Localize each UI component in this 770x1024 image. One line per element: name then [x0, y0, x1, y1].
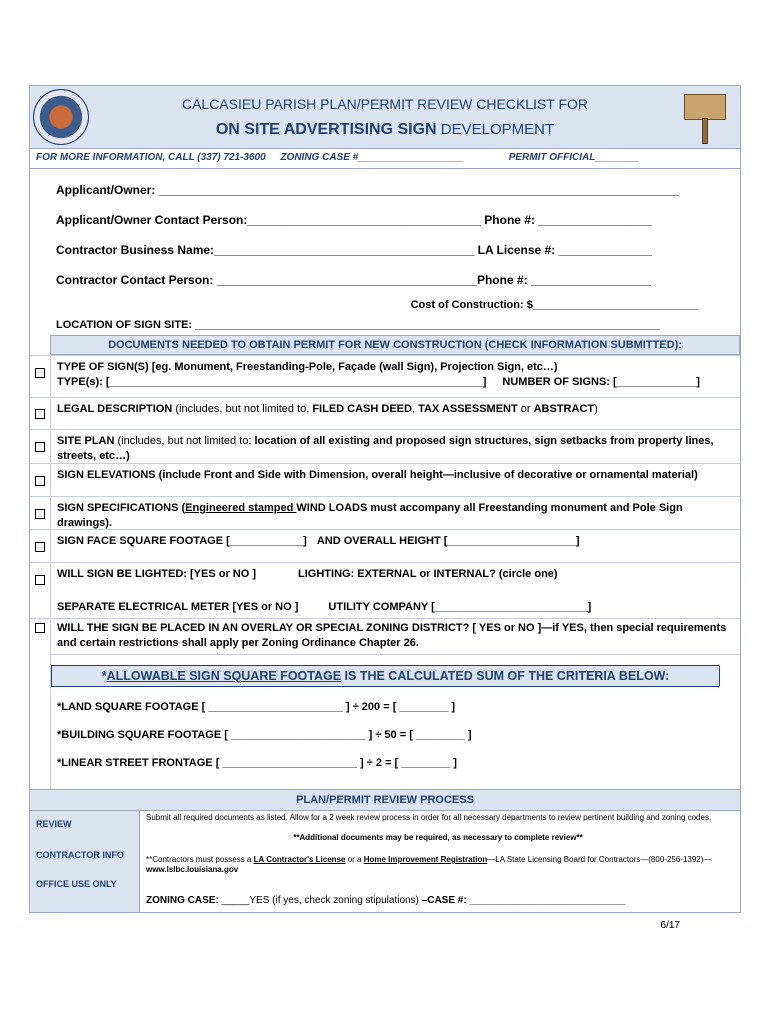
contractor-info-label: CONTRACTOR INFO	[36, 850, 124, 860]
checkbox[interactable]	[35, 623, 45, 633]
checkbox[interactable]	[35, 476, 45, 486]
review-label: REVIEW	[36, 819, 72, 829]
title-emphasis: ON SITE ADVERTISING SIGN	[215, 121, 437, 138]
allowable-calculations	[51, 687, 740, 785]
contractor-requirements	[146, 855, 730, 875]
additional-docs-note: **Additional documents may be required, as necessary to complete review**	[293, 833, 583, 842]
checkbox[interactable]	[35, 368, 45, 378]
overall-height-field[interactable]: AND OVERALL HEIGHT [_____________________]	[316, 535, 580, 547]
documents-header: DOCUMENTS NEEDED TO OBTAIN PERMIT FOR NEW CONSTRUCTION (CHECK INFORMATION SUBMITTED):	[50, 335, 740, 355]
sign-types-field[interactable]: TYPE(s): [_____________________________________________________________]	[57, 376, 487, 388]
utility-company-field[interactable]: UTILITY COMPANY [_________________________]	[328, 601, 592, 613]
allowable-header	[51, 665, 720, 687]
review-process-table	[29, 811, 741, 913]
license-link: LA Contractor's License	[253, 855, 346, 864]
spec-text: WIND LOADS must accompany all Freestanding monument and Pole Sign drawings).	[57, 502, 683, 529]
allowable-title-rest: IS THE CALCULATED SUM OF THE CRITERIA BELOW:	[341, 669, 670, 683]
checklist-row-type	[30, 355, 740, 397]
permit-official-field[interactable]: PERMIT OFFICIAL________	[508, 152, 640, 163]
title-line-1: CALCASIEU PARISH PLAN/PERMIT REVIEW CHECKLIST FOR	[181, 96, 589, 112]
checkbox[interactable]	[35, 542, 45, 552]
form-header	[29, 85, 741, 149]
sign-lighted-field[interactable]: WILL SIGN BE LIGHTED: [YES or NO ]	[57, 568, 257, 580]
owner-contact-field[interactable]: Applicant/Owner Contact Person:___________________________________ Phone #: _________________	[56, 213, 652, 227]
land-footage-field[interactable]: *LAND SQUARE FOOTAGE [ ______________________ ] ÷ 200 = [ ________ ]	[57, 701, 456, 713]
permit-checklist-form	[29, 85, 741, 913]
contractor-text: **Contractors must possess a	[146, 855, 254, 864]
lslbc-website-link[interactable]: www.lslbc.louisiana.gov	[146, 865, 239, 874]
allowable-section	[50, 654, 740, 789]
applicant-section	[30, 169, 740, 335]
construction-cost-field[interactable]: Cost of Construction: $___________________________	[410, 299, 698, 311]
legal-text: )	[594, 403, 598, 415]
zoning-yes-option: _____YES (if yes, check zoning stipulations)	[221, 895, 422, 906]
contractor-contact-field[interactable]: Contractor Contact Person: _______________________________________Phone #: __________________	[56, 273, 652, 287]
sign-elevations-text: SIGN ELEVATIONS (include Front and Side with Dimension, overall height—inclusive of decorative or ornamental material)	[50, 464, 740, 496]
checkbox[interactable]	[35, 509, 45, 519]
legal-text: or	[517, 403, 534, 415]
spec-engineered-text: Engineered stamped	[185, 502, 297, 514]
title-rest: DEVELOPMENT	[436, 121, 555, 138]
title-line-2	[30, 121, 740, 139]
contractor-text: —LA State Licensing Board for Contractors—(800-256-1392)—	[487, 855, 712, 864]
registration-link: Home Improvement Registration	[363, 855, 488, 864]
spec-text: SIGN SPECIFICATIONS (	[57, 502, 186, 514]
overlay-district-text: WILL THE SIGN BE PLACED IN AN OVERLAY OR SPECIAL ZONING DISTRICT? [ YES or NO ]—if YES, then special requirements and certain restrictions shall apply per Zoning Ordinance Chapter 26.	[50, 619, 740, 654]
sign-location-field[interactable]: LOCATION OF SIGN SITE: ____________________________________________________________________________	[56, 319, 661, 331]
applicant-owner-field[interactable]: Applicant/Owner: ______________________________________________________________________________	[56, 183, 680, 197]
electrical-meter-field[interactable]: SEPARATE ELECTRICAL METER [YES or NO ]	[57, 601, 299, 613]
wooden-sign-icon	[684, 88, 726, 144]
legal-text: ,	[411, 403, 419, 415]
lighting-type-field[interactable]: LIGHTING: EXTERNAL or INTERNAL? (circle one)	[298, 568, 558, 580]
legal-description-label: LEGAL DESCRIPTION	[57, 403, 173, 415]
info-bar	[29, 149, 741, 169]
legal-text: ABSTRACT	[533, 403, 595, 415]
checklist-row-legal	[30, 397, 740, 429]
legal-text: FILED CASH DEED	[312, 403, 412, 415]
checklist-row-lighting	[30, 562, 740, 618]
checklist-row-elevations	[30, 463, 740, 496]
face-footage-field[interactable]: SIGN FACE SQUARE FOOTAGE [____________]	[57, 535, 307, 547]
checklist-row-specifications	[30, 496, 740, 529]
checklist-row-face-footage	[30, 529, 740, 562]
legal-text: TAX ASSESSMENT	[418, 403, 518, 415]
checkbox[interactable]	[35, 575, 45, 585]
contractor-business-field[interactable]: Contractor Business Name:_______________________________________ LA License #: ______________	[56, 243, 652, 257]
street-frontage-field[interactable]: *LINEAR STREET FRONTAGE [ ______________________ ] ÷ 2 = [ ________ ]	[57, 757, 457, 769]
zoning-case-office-field[interactable]	[146, 895, 730, 907]
office-use-label: OFFICE USE ONLY	[36, 879, 117, 889]
submit-instructions: Submit all required documents as listed. Allow for a 2 week review process in order for all necessary departments to review pertinent building and zoning codes.	[146, 813, 712, 822]
legal-text: (includes, but not limited to,	[172, 403, 313, 415]
allowable-title: ALLOWABLE SIGN SQUARE FOOTAGE	[106, 669, 342, 683]
sign-type-text: TYPE OF SIGN(S) [eg. Monument, Freestanding-Pole, Façade (wall Sign), Projection Sign, etc…)	[57, 361, 558, 373]
review-details	[140, 811, 740, 912]
zoning-case-field[interactable]: ZONING CASE #___________________	[280, 152, 464, 163]
form-body	[29, 169, 741, 789]
site-plan-text: (includes, but not limited to:	[114, 435, 255, 447]
review-labels	[30, 811, 140, 912]
building-footage-field[interactable]: *BUILDING SQUARE FOOTAGE [ ______________________ ] ÷ 50 = [ ________ ]	[57, 729, 472, 741]
review-process-header: PLAN/PERMIT REVIEW PROCESS	[29, 789, 741, 811]
checklist-row-site-plan	[30, 429, 740, 463]
more-info-text: FOR MORE INFORMATION, CALL (337) 721-3600	[36, 152, 266, 163]
allowable-asterisk: *	[101, 669, 107, 683]
checklist-row-overlay	[30, 618, 740, 654]
site-plan-label: SITE PLAN	[57, 435, 115, 447]
number-of-signs-field[interactable]: NUMBER OF SIGNS: [_____________]	[502, 376, 700, 388]
checkbox[interactable]	[35, 442, 45, 452]
checkbox[interactable]	[35, 409, 45, 419]
site-plan-text: location of all existing and proposed sign structures, sign setbacks from property lines, streets, etc…)	[57, 435, 714, 462]
contractor-text: or a	[345, 855, 364, 864]
zoning-case-number: –CASE #: ____________________________	[421, 895, 626, 906]
zoning-label: ZONING CASE:	[146, 895, 222, 906]
page-number: 6/17	[660, 920, 680, 931]
